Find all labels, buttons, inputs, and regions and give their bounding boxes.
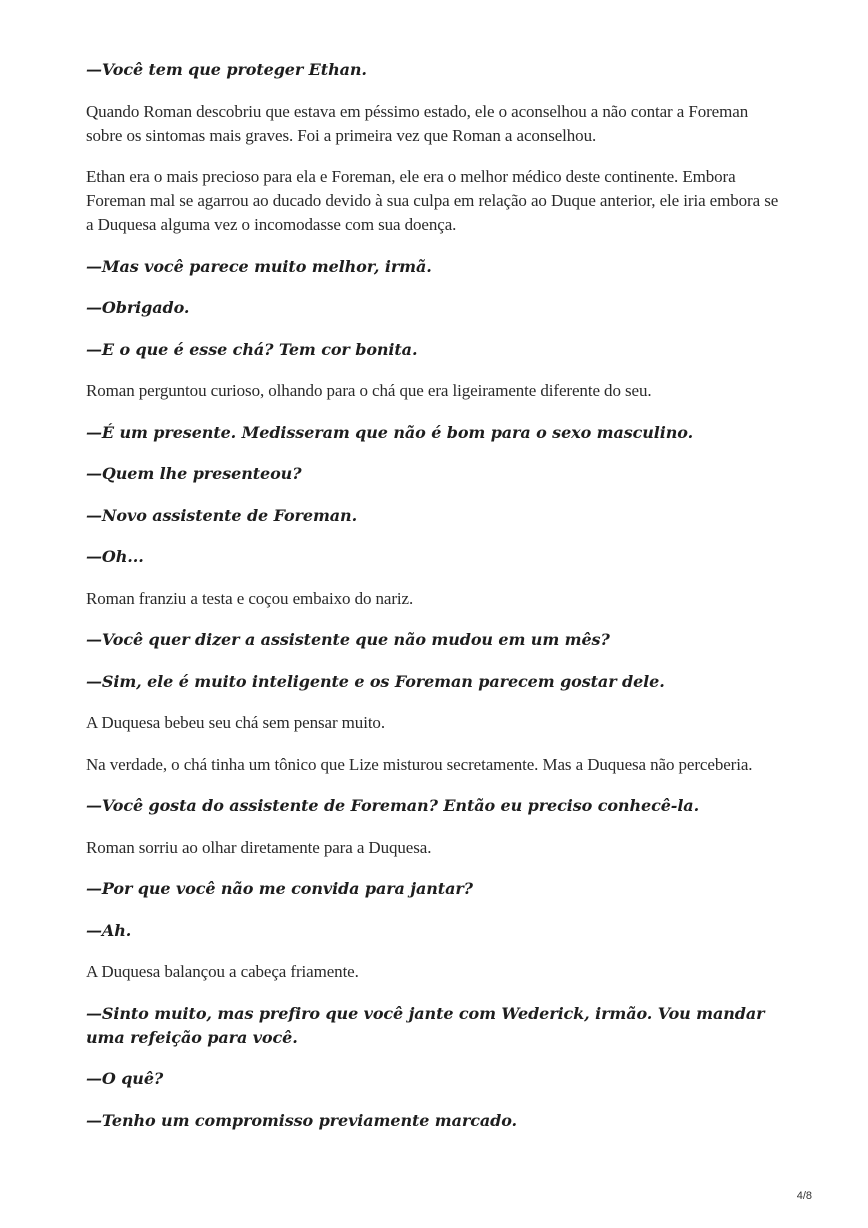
dialogue-line: —Você quer dizer a assistente que não mudou em um mês? bbox=[86, 630, 610, 649]
dialogue-line: —Novo assistente de Foreman. bbox=[86, 505, 358, 525]
dialogue-line: —Mas você parece muito melhor, irmã. bbox=[86, 256, 432, 276]
dialogue-line: —Sim, ele é muito inteligente e os Foreman parecem gostar dele. bbox=[86, 671, 665, 691]
narrative-paragraph: Roman franziu a testa e coçou embaixo do nariz. bbox=[86, 588, 414, 608]
dialogue-line: —Você gosta do assistente de Foreman? Então eu preciso conhecê-la. bbox=[86, 796, 700, 815]
narrative-paragraph: Ethan era o mais precioso para ela e Foreman, ele era o melhor médico deste continente. Embora Foreman mal se agarrou ao ducado devido à sua culpa em relação ao Duque anterior, ele iria embora se a Duquesa alguma vez o incomodasse com sua doença. bbox=[86, 167, 779, 234]
dialogue-line: —E o que é esse chá? Tem cor bonita. bbox=[86, 339, 418, 359]
narrative-paragraph: A Duquesa balançou a cabeça friamente. bbox=[86, 962, 359, 981]
page-number: 4/8 bbox=[796, 1190, 812, 1202]
dialogue-line: —Ah. bbox=[86, 920, 132, 940]
dialogue-line: —Por que você não me convida para jantar? bbox=[86, 879, 473, 898]
narrative-paragraph: Roman sorriu ao olhar diretamente para a Duquesa. bbox=[86, 837, 432, 857]
dialogue-line: —O quê? bbox=[86, 1069, 164, 1088]
dialogue-line: —Oh... bbox=[86, 547, 144, 566]
dialogue-line: —Quem lhe presenteou? bbox=[86, 464, 302, 483]
dialogue-line: —Tenho um compromisso previamente marcado. bbox=[86, 1110, 517, 1130]
narrative-paragraph: Roman perguntou curioso, olhando para o chá que era ligeiramente diferente do seu. bbox=[86, 381, 652, 400]
dialogue-line: —Você tem que proteger Ethan. bbox=[86, 60, 367, 79]
narrative-paragraph: Quando Roman descobriu que estava em péssimo estado, ele o aconselhou a não contar a Foreman sobre os sintomas mais graves. Foi a primeira vez que Roman a aconselhou. bbox=[86, 101, 749, 145]
dialogue-line: —Sinto muito, mas prefiro que você jante com Wederick, irmão. Vou mandar uma refeição para você. bbox=[86, 1003, 765, 1047]
dialogue-line: —É um presente. Medisseram que não é bom para o sexo masculino. bbox=[86, 422, 694, 442]
narrative-paragraph: A Duquesa bebeu seu chá sem pensar muito. bbox=[86, 713, 385, 732]
narrative-paragraph: Na verdade, o chá tinha um tônico que Lize misturou secretamente. Mas a Duquesa não perceberia. bbox=[86, 754, 753, 774]
document-body bbox=[86, 58, 786, 1150]
dialogue-line: —Obrigado. bbox=[86, 298, 190, 317]
